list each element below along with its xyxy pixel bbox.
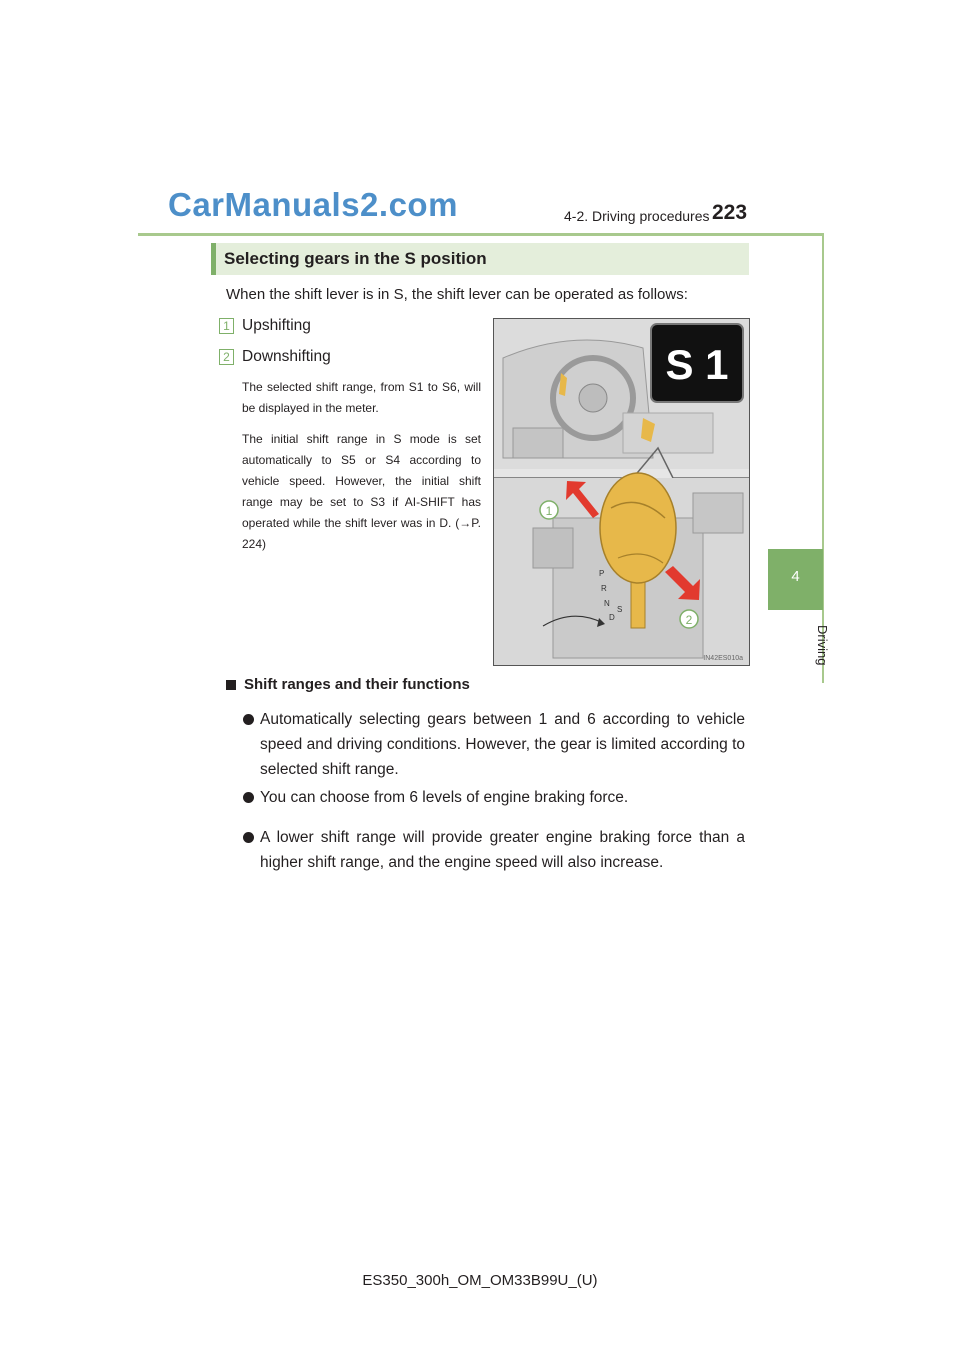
gate-letter-r: R <box>601 584 607 593</box>
chapter-tab-number: 4 <box>791 568 800 585</box>
item-number-1: 1 <box>219 318 234 334</box>
gate-letter-p: P <box>599 569 605 578</box>
shift-lever-illustration <box>493 318 750 666</box>
sub-heading: Shift ranges and their functions <box>244 676 470 693</box>
chapter-tab-label: Driving <box>815 625 830 666</box>
intro-text: When the shift lever is in S, the shift lever can be operated as follows: <box>226 286 688 303</box>
bullet-dot-2 <box>243 792 254 803</box>
callout-1: 1 <box>545 504 553 518</box>
footer-document-code: ES350_300h_OM_OM33B99U_(U) <box>362 1272 598 1289</box>
watermark-logo: CarManuals2.com <box>168 186 458 223</box>
page-number: 223 <box>712 201 748 224</box>
gate-letter-n: N <box>604 599 610 608</box>
meter-display-text: S 1 <box>665 341 729 388</box>
figure-code: IN42ES010a <box>703 655 743 662</box>
bullet-dot-3 <box>243 832 254 843</box>
item-label-downshifting: Downshifting <box>242 348 331 365</box>
bullet-dot-1 <box>243 714 254 725</box>
side-rule <box>822 233 824 683</box>
section-title: Selecting gears in the S position <box>224 249 487 268</box>
bullet-text-1: Automatically selecting gears between 1 and 6 according to vehicle speed and driving conditions. However, the gear is limited according to selected shift range. <box>260 711 745 778</box>
sub-heading-marker <box>226 680 236 690</box>
gate-letter-d: D <box>609 613 615 622</box>
item-number-2: 2 <box>219 349 234 365</box>
header-section-title: 4-2. Driving procedures <box>564 208 710 224</box>
note-initial-shift-range: The initial shift range in S mode is set automatically to S5 or S4 according to vehicle speed. However, the initial shift range may be set to S3 if AI-SHIFT has operated while the shift lever was in D. (→P. 224) <box>242 432 481 551</box>
bullet-text-3: A lower shift range will provide greater engine braking force than a higher shift range, and the engine speed will also increase. <box>260 829 745 871</box>
header-rule <box>138 233 822 236</box>
note-shift-range-display: The selected shift range, from S1 to S6, will be displayed in the meter. <box>242 380 481 415</box>
gate-letter-s: S <box>617 605 623 614</box>
callout-2: 2 <box>685 613 693 627</box>
item-label-upshifting: Upshifting <box>242 317 311 334</box>
bullet-text-2: You can choose from 6 levels of engine braking force. <box>260 789 629 806</box>
